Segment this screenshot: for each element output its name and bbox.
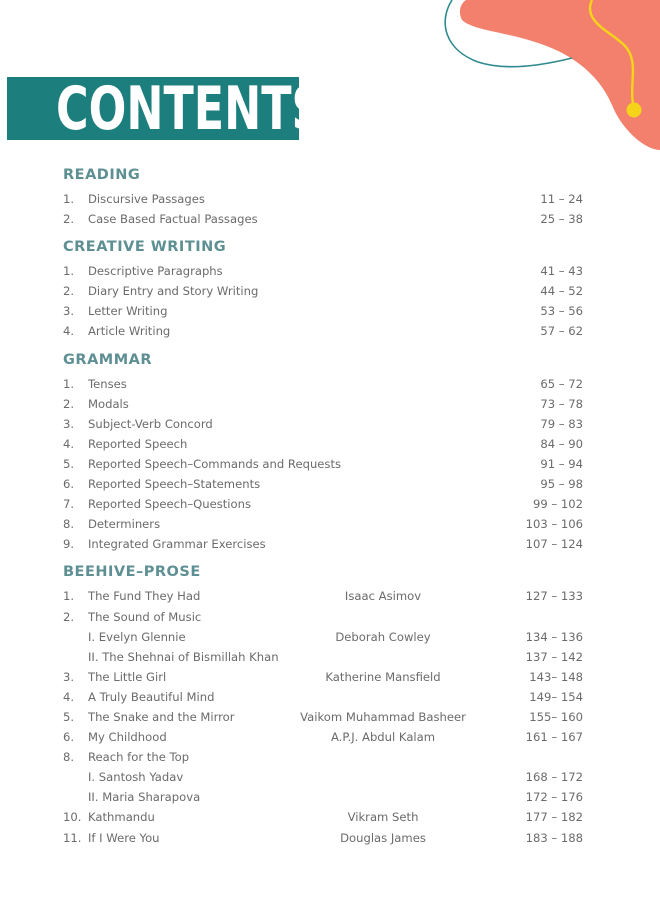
entry-pages: 65 – 72 <box>540 376 583 391</box>
entry-pages: 99 – 102 <box>532 497 583 512</box>
entry-title: Descriptive Paragraphs <box>88 264 223 279</box>
section-heading: CREATIVE WRITING <box>63 239 227 256</box>
entry-pages: 41 – 43 <box>540 264 583 279</box>
entry-author: Deborah Cowley <box>335 629 431 644</box>
entry-number: 4. <box>63 436 75 451</box>
entry-pages: 172 – 176 <box>525 790 583 805</box>
entry-title: II. Maria Sharapova <box>88 790 201 805</box>
toc-subentry <box>63 647 587 667</box>
section-gap <box>63 554 587 561</box>
toc-entry <box>63 261 587 281</box>
toc-entry <box>63 687 587 707</box>
entry-number: 1. <box>63 192 75 206</box>
section-gap <box>63 229 587 236</box>
entry-pages: 134 – 136 <box>525 629 583 644</box>
toc-entry <box>63 534 587 554</box>
entry-title: Diary Entry and Story Writing <box>88 284 259 299</box>
entry-title: Discursive Passages <box>88 192 205 206</box>
entry-number: 8. <box>63 750 75 765</box>
toc-entry <box>63 807 587 827</box>
toc-entry <box>63 281 587 301</box>
entry-title: I. Santosh Yadav <box>88 770 184 785</box>
entry-pages: 53 – 56 <box>540 304 583 319</box>
toc-entry <box>63 209 587 229</box>
entry-pages: 73 – 78 <box>540 396 583 411</box>
entry-number: 3. <box>63 669 75 684</box>
entry-number: 5. <box>63 709 75 724</box>
page-title: CONTENTS <box>56 74 324 144</box>
toc-entry <box>63 747 587 767</box>
entry-title: Tenses <box>88 376 127 391</box>
entry-number: 5. <box>63 456 75 471</box>
toc-subentry <box>63 787 587 807</box>
entry-number: 10. <box>63 810 82 825</box>
entry-number: 8. <box>63 517 75 532</box>
entry-title: Modals <box>88 396 129 411</box>
entry-title: If I Were You <box>88 830 160 845</box>
entry-title: II. The Shehnai of Bismillah Khan <box>88 649 279 664</box>
entry-pages: 149– 154 <box>529 689 583 704</box>
entry-pages: 103 – 106 <box>525 517 583 532</box>
entry-title: Case Based Factual Passages <box>88 212 258 227</box>
entry-title: Reported Speech–Questions <box>88 497 252 512</box>
section-heading: BEEHIVE–PROSE <box>63 564 201 581</box>
yellow-dot <box>627 103 642 118</box>
entry-number: 2. <box>63 396 75 411</box>
entry-number: 7. <box>63 497 75 512</box>
toc-entry <box>63 607 587 627</box>
entry-number: 2. <box>63 212 75 227</box>
section-heading: READING <box>63 167 141 183</box>
toc-entry <box>63 394 587 414</box>
entry-number: 11. <box>63 830 82 845</box>
entry-pages: 57 – 62 <box>540 324 583 339</box>
entry-title: The Sound of Music <box>88 609 202 624</box>
entry-number: 4. <box>63 689 75 704</box>
toc-entry <box>63 514 587 534</box>
entry-number: 2. <box>63 609 75 624</box>
entry-pages: 95 – 98 <box>540 477 583 492</box>
entry-author: Vaikom Muhammad Basheer <box>300 709 466 724</box>
entry-number: 4. <box>63 324 75 339</box>
entry-number: 6. <box>63 730 75 745</box>
entry-pages: 168 – 172 <box>525 770 583 785</box>
entry-pages: 143– 148 <box>529 669 583 684</box>
entry-title: I. Evelyn Glennie <box>88 629 186 644</box>
entry-author: A.P.J. Abdul Kalam <box>330 730 436 745</box>
entry-title: A Truly Beautiful Mind <box>88 689 215 704</box>
entry-title: Integrated Grammar Exercises <box>88 537 266 552</box>
entry-author: Douglas James <box>340 830 426 845</box>
toc-entry <box>63 586 587 606</box>
toc-entry <box>63 454 587 474</box>
entry-pages: 155– 160 <box>529 709 583 724</box>
entry-author: Vikram Seth <box>347 810 419 825</box>
entry-pages: 91 – 94 <box>540 456 583 471</box>
entry-title: Determiners <box>88 517 161 532</box>
entry-title: Kathmandu <box>88 810 155 825</box>
entry-number: 3. <box>63 304 75 319</box>
entry-pages: 84 – 90 <box>540 436 583 451</box>
entry-title: Reach for the Top <box>88 750 190 765</box>
toc-entry <box>63 189 587 209</box>
entry-title: Reported Speech <box>88 436 188 451</box>
toc-entry <box>63 321 587 341</box>
toc-entry <box>63 434 587 454</box>
toc-entry <box>63 474 587 494</box>
entry-pages: 161 – 167 <box>525 730 583 745</box>
entry-title: Article Writing <box>88 324 171 339</box>
toc-entry <box>63 374 587 394</box>
toc-entry <box>63 667 587 687</box>
toc-entry <box>63 828 587 848</box>
table-of-contents <box>63 164 587 848</box>
entry-number: 1. <box>63 589 75 604</box>
entry-number: 1. <box>63 376 75 391</box>
entry-number: 3. <box>63 416 75 431</box>
toc-entry <box>63 727 587 747</box>
entry-title: The Fund They Had <box>88 589 201 604</box>
entry-pages: 79 – 83 <box>540 416 583 431</box>
entry-pages: 127 – 133 <box>525 589 583 604</box>
toc-entry <box>63 707 587 727</box>
toc-subentry <box>63 767 587 787</box>
toc-entry <box>63 414 587 434</box>
coral-blob-shape <box>460 0 660 150</box>
toc-entry <box>63 494 587 514</box>
section-heading: GRAMMAR <box>63 351 153 368</box>
entry-author: Isaac Asimov <box>344 589 422 604</box>
entry-title: Reported Speech–Commands and Requests <box>88 456 342 471</box>
entry-title: My Childhood <box>88 730 167 745</box>
entry-title: Reported Speech–Statements <box>88 477 261 492</box>
section-gap <box>63 342 587 349</box>
entry-title: Letter Writing <box>88 304 168 319</box>
entry-number: 9. <box>63 537 75 552</box>
entry-pages: 177 – 182 <box>525 810 583 825</box>
entry-title: The Snake and the Mirror <box>88 709 235 724</box>
entry-title: Subject-Verb Concord <box>88 416 213 431</box>
entry-number: 6. <box>63 477 75 492</box>
entry-pages: 183 – 188 <box>525 830 583 845</box>
entry-number: 2. <box>63 284 75 299</box>
entry-pages: 11 – 24 <box>540 192 583 206</box>
toc-entry <box>63 301 587 321</box>
entry-author: Katherine Mansfield <box>325 669 441 684</box>
entry-pages: 44 – 52 <box>540 284 583 299</box>
entry-number: 1. <box>63 264 75 279</box>
entry-title: The Little Girl <box>88 669 167 684</box>
entry-pages: 137 – 142 <box>525 649 583 664</box>
entry-pages: 25 – 38 <box>540 212 583 227</box>
toc-subentry <box>63 627 587 647</box>
entry-pages: 107 – 124 <box>525 537 583 552</box>
